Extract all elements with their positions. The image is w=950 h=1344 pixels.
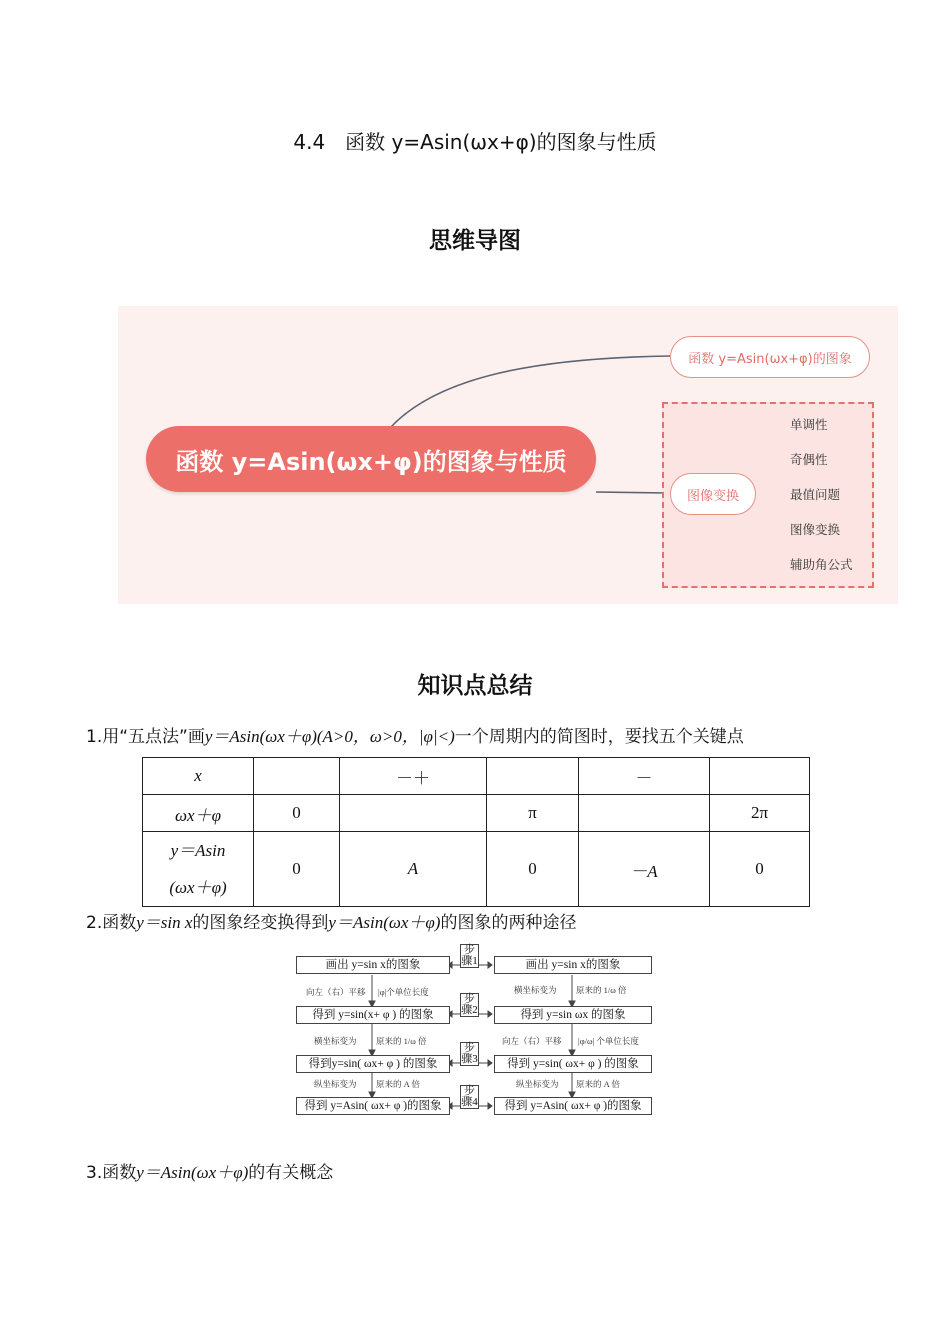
table-cell (340, 795, 487, 832)
mindmap-leaf-transform: 图像变换 (790, 522, 841, 537)
point-2 (86, 908, 576, 933)
flow-right-box-4: 得到 y=Asin( ωx+ φ )的图象 (494, 1097, 652, 1115)
flow-right-label-2b: |φ/ω| 个单位长度 (578, 1036, 639, 1046)
flow-left-label-1b: |φ|个单位长度 (378, 987, 429, 997)
five-point-table (142, 757, 810, 907)
flow-right-box-1: 画出 y=sin x的图象 (494, 956, 652, 974)
flow-left-label-3a: 纵坐标变为 (314, 1079, 357, 1089)
mindmap-branch-graph: 函数 y=Asin(ωx+φ)的图象 (670, 336, 870, 378)
point-2-suffix: 的图象的两种途径 (440, 913, 577, 933)
flow-left-box-2: 得到 y=sin(x+ φ ) 的图象 (296, 1006, 450, 1024)
flow-right-label-3a: 纵坐标变为 (516, 1079, 559, 1089)
flow-step-3: 步骤3 (461, 1042, 478, 1065)
table-cell: －＋ (340, 758, 487, 795)
table-cell (254, 758, 340, 795)
table-cell: 0 (254, 795, 340, 832)
table-cell (579, 795, 710, 832)
mindmap-branch-transform: 图像变换 (670, 473, 756, 515)
row-header-y-line1: y＝Asin (170, 841, 226, 860)
table-cell: 2π (710, 795, 810, 832)
table-cell: 0 (254, 832, 340, 907)
table-cell: 0 (487, 832, 579, 907)
flow-left-label-2b: 原来的 1/ω 倍 (376, 1036, 427, 1046)
flow-left-box-3: 得到y=sin( ωx+ φ ) 的图象 (296, 1055, 450, 1073)
table-row-phase (143, 795, 810, 832)
point-3-prefix: 3.函数 (86, 1163, 137, 1183)
point-1-prefix: 1.用“五点法”画 (86, 727, 205, 747)
flow-right-label-1a: 横坐标变为 (514, 985, 557, 995)
point-3-suffix: 的有关概念 (248, 1163, 334, 1183)
mindmap-heading: 思维导图 (429, 228, 521, 254)
point-1 (86, 722, 744, 747)
mindmap-leaf-auxiliary-angle: 辅助角公式 (790, 557, 853, 572)
point-2-mid: 的图象经变换得到 (192, 913, 329, 933)
flow-step-2: 步骤2 (461, 993, 478, 1016)
flow-right-box-3: 得到 y=sin( ωx+ φ ) 的图象 (494, 1055, 652, 1073)
mindmap-root-node: 函数 y=Asin(ωx+φ)的图象与性质 (146, 426, 596, 492)
mindmap-leaf-extrema: 最值问题 (790, 487, 841, 502)
table-cell: π (487, 795, 579, 832)
row-header-x: x (143, 758, 254, 795)
point-2-formula-1: y＝sin x (136, 913, 193, 932)
row-header-y (143, 832, 254, 907)
point-1-suffix: 一个周期内的简图时，要找五个关键点 (454, 727, 744, 747)
flow-left-box-4: 得到 y=Asin( ωx+ φ )的图象 (296, 1097, 450, 1115)
flow-right-label-3b: 原来的 A 倍 (576, 1079, 620, 1089)
table-cell: －A (579, 832, 710, 907)
row-header-y-line2: (ωx＋φ) (169, 878, 227, 897)
flow-left-box-1: 画出 y=sin x的图象 (296, 956, 450, 974)
flow-left-label-2a: 横坐标变为 (314, 1036, 357, 1046)
row-header-phase: ωx＋φ (143, 795, 254, 832)
summary-heading: 知识点总结 (417, 673, 533, 699)
flow-left-label-3b: 原来的 A 倍 (376, 1079, 420, 1089)
table-cell (487, 758, 579, 795)
table-row-x (143, 758, 810, 795)
flow-right-label-1b: 原来的 1/ω 倍 (576, 985, 627, 995)
point-3 (86, 1158, 333, 1183)
transformation-flow-diagram (296, 941, 656, 1127)
point-3-formula: y＝Asin(ωx＋φ) (136, 1163, 249, 1182)
flow-right-label-2a: 向左（右）平移 (502, 1036, 562, 1046)
table-cell: 0 (710, 832, 810, 907)
point-1-formula: y＝Asin(ωx＋φ)(A>0，ω>0，|φ|<) (204, 727, 455, 746)
flow-right-box-2: 得到 y=sin ωx 的图象 (494, 1006, 652, 1024)
document-title: 4.4 函数 y=Asin(ωx+φ)的图象与性质 (293, 130, 657, 154)
mindmap-leaf-monotonicity: 单调性 (790, 417, 828, 432)
mindmap-leaf-parity: 奇偶性 (790, 452, 828, 467)
table-cell (710, 758, 810, 795)
flow-step-1: 步骤1 (461, 944, 478, 967)
point-2-formula-2: y＝Asin(ωx＋φ) (328, 913, 441, 932)
table-cell: A (340, 832, 487, 907)
mindmap-diagram (118, 306, 898, 604)
flow-step-4: 步骤4 (461, 1085, 478, 1108)
table-row-y (143, 832, 810, 907)
flow-left-label-1a: 向左（右）平移 (306, 987, 366, 997)
point-2-prefix: 2.函数 (86, 913, 137, 933)
table-cell: － (579, 758, 710, 795)
